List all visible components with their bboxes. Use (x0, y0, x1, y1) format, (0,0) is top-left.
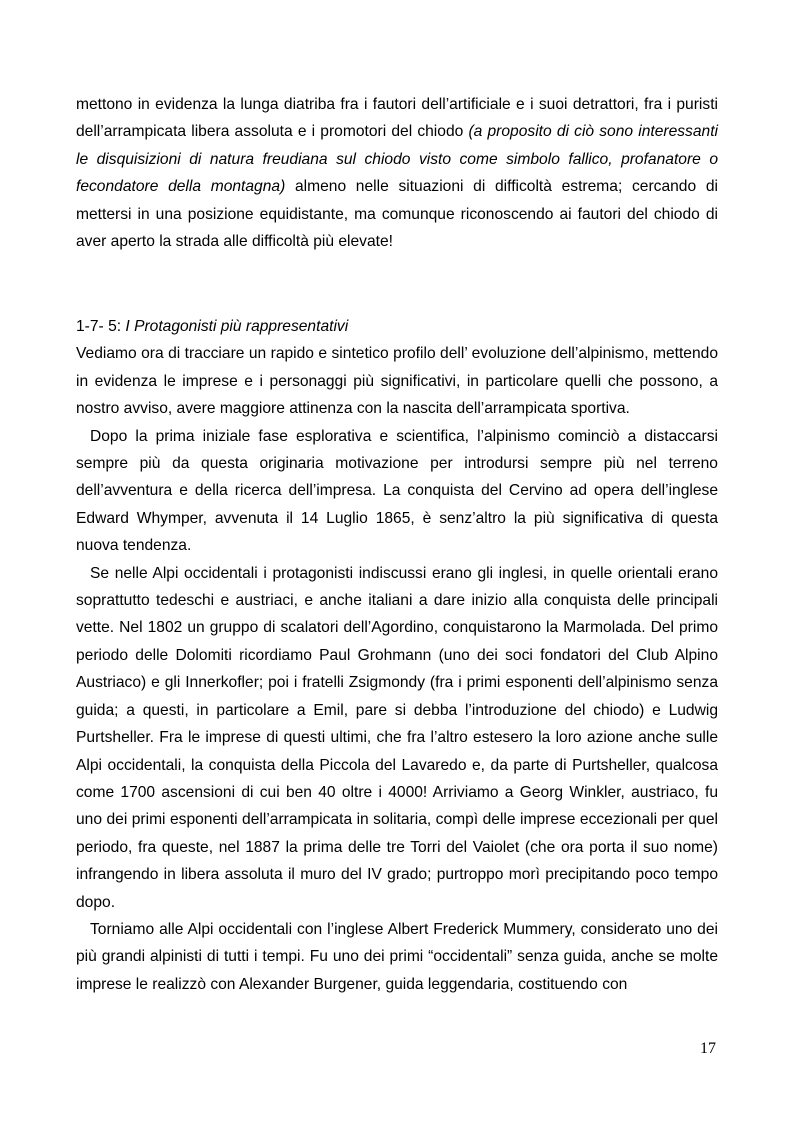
paragraph-intro: Vediamo ora di tracciare un rapido e sintetico profilo dell’ evoluzione dell’alpinismo, mettendo in evidenza le imprese e i personaggi più significativi, in particolare quelli che possono, a nostro avviso, avere maggiore attinenza con la nascita dell’arrampicata sportiva. (76, 345, 718, 418)
page-number: 17 (700, 1040, 716, 1057)
section-body (76, 313, 718, 998)
continuation-text: mettono in evidenza la lunga diatriba fra i fautori dell’artificiale e i suoi detrattori, fra i puristi dell’arrampicata libera assoluta e i promotori del chiodo (76, 96, 718, 141)
section-heading (76, 313, 718, 340)
paragraph-mummery: Torniamo alle Alpi occidentali con l’inglese Albert Frederick Mummery, considerato uno dei più grandi alpinisti di tutti i tempi. Fu uno dei primi “occidentali” senza guida, anche se molte imprese le realizzò con Alexander Burgener, guida leggendaria, costituendo con (76, 920, 718, 993)
paragraph-whymper: Dopo la prima iniziale fase esplorativa e scientifica, l’alpinismo cominciò a distaccarsi sempre più da questa originaria motivazione per introdursi sempre più nel terreno dell’avventura e della ricerca dell’impresa. La conquista del Cervino ad opera dell’inglese Edward Whymper, avvenuta il 14 Luglio 1865, è senz’altro la più significativa di questa nuova tendenza. (76, 427, 718, 555)
section-title: I Protagonisti più rappresentativi (125, 318, 349, 335)
continuation-text-end: almeno nelle situazioni di difficoltà estrema; cercando di mettersi in una posizione equidistante, ma comunque riconoscendo ai fautori del chiodo di aver aperto la strada alle difficoltà più elevate! (76, 178, 718, 251)
paragraph-eastern-alps: Se nelle Alpi occidentali i protagonisti indiscussi erano gli inglesi, in quelle orientali erano soprattutto tedeschi e austriaci, e anche italiani a dare inizio alla conquista delle principali vette. Nel 1802 un gruppo di scalatori dell’Agordino, conquistarono la Marmolada. Del primo periodo delle Dolomiti ricordiamo Paul Grohmann (uno dei soci fondatori del Club Alpino Austriaco) e gli Innerkofler; poi i fratelli Zsigmondy (fra i primi esponenti dell’alpinismo senza guida; a questi, in particolare a Emil, pare si debba l’introduzione del chiodo) e Ludwig Purtsheller. Fra le imprese di questi ultimi, che fra l’altro estesero la loro azione anche sulle Alpi occidentali, la conquista della Piccola del Lavaredo e, da parte di Purtsheller, qualcosa come 1700 ascensioni di cui ben 40 oltre i 4000! Arriviamo a Georg Winkler, austriaco, fu uno dei primi esponenti dell’arrampicata in solitaria, compì delle imprese eccezionali per quel periodo, fra queste, nel 1887 la prima delle tre Torri del Vaiolet (che ora porta il suo nome) infrangendo in libera assoluta il muro del IV grado; purtroppo morì precipitando poco tempo dopo. (76, 564, 718, 911)
continuation-italic-note: (a proposito di ciò sono interessanti le disquisizioni di natura freudiana sul chiodo visto come simbolo fallico, profanatore o fecondatore della montagna) (76, 123, 718, 196)
continuation-paragraph (76, 91, 718, 255)
section-number: 1-7- 5: (76, 318, 126, 335)
